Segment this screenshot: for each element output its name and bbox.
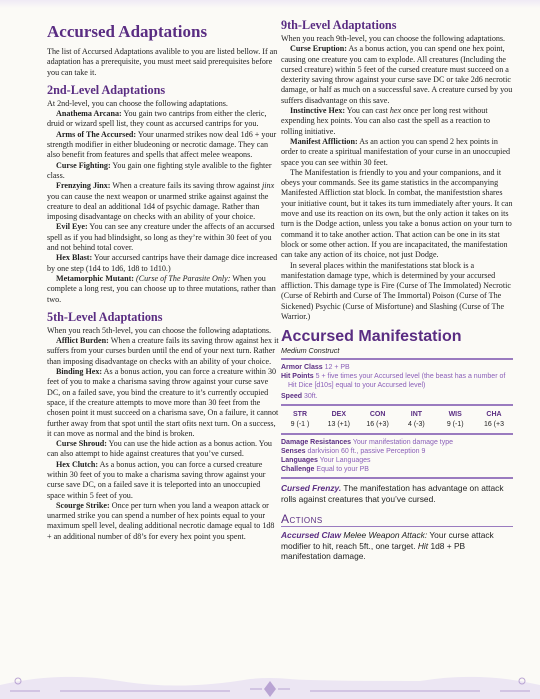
right-column bbox=[281, 18, 513, 562]
statblock-divider bbox=[281, 404, 513, 406]
senses: Senses darkvision 60 ft., passive Perception 9 bbox=[281, 448, 426, 456]
challenge: Challenge Equal to your PB bbox=[281, 466, 369, 474]
adaptation-afflict-burden: Afflict Burden: When a creature fails its saving throw against hex it suffers from your curses burden until the end of your next turn. Rather than imposing disadvantage on checks with an ability of your choice. bbox=[47, 336, 279, 366]
adaptation-anathema-arcana: Anathema Arcana: You gain two cantrips from either the cleric, druid or wizard spell list, they count as accursed cantrips for you. bbox=[47, 109, 267, 129]
adaptation-curse-eruption: Curse Eruption: As a bonus action, you can spend one hex point, causing one creature you cam to explode. All creatures (Including the cursed creature) within 5 feet of the cursed creature must succeed on a dexterity saving throw against your curse save DC or take 2d6 necrotic damage, or half as much on a successful save. A creature cursed by you suffers disadvantage on this save. bbox=[281, 44, 513, 105]
statblock-type: Medium Construct bbox=[281, 346, 340, 356]
page-title: Accursed Adaptations bbox=[47, 22, 208, 41]
ability-int: INT 4 (-3) bbox=[408, 411, 425, 429]
adaptation-scourge-strike: Scourge Strike: Once per turn when you land a weapon attack or unarmed strike you can spend a number of hex points equal to your maximum spell level, dealing additional necrotic damage equal to 1d8 + an additional number of d8’s for every hex point you spent. bbox=[47, 500, 275, 541]
damage-resistances: Damage Resistances Your manifestation damage type bbox=[281, 439, 454, 447]
heading-9th-level: 9th-Level Adaptations bbox=[281, 18, 397, 32]
armor-class: Armor Class 12 + PB bbox=[281, 364, 350, 372]
ability-dex: DEX 13 (+1) bbox=[327, 411, 350, 429]
ability-wis: WIS 9 (-1) bbox=[446, 411, 464, 429]
manifestation-paragraph: The Manifestation is friendly to you and your companions, and it obeys your commands. See its game statistics in the accompanying Manifested Affliction stat block. In combat, the manifeststion shares your initiative count, but it takes its turn immediately after yours. It can move and use its reaction on its own, but the only action it takes on its turn is the Dodge action, unless you take a bonus action on your turn to command it to take another action. That action can be one in its stat block or some other action. If you are incapacitated, the manifestation can take any action of its choice, not just Dodge. bbox=[281, 167, 513, 260]
ability-con: CON 16 (+3) bbox=[366, 411, 389, 429]
page-top-border bbox=[0, 0, 540, 8]
statblock-divider bbox=[281, 477, 513, 479]
trait-cursed-frenzy: Cursed Frenzy. The manifestation has advantage on attack rolls against creatures that you’ve cursed. bbox=[281, 483, 504, 504]
statblock-divider bbox=[281, 433, 513, 435]
adaptation-arms-of-the-accursed: Arms of The Accursed: Your unarmed strikes now deal 1d6 + your strength modifier in either bludeoning or necrotic damage. They can also benefit from features and spells that affect melee weapons. bbox=[47, 129, 277, 160]
sec5-intro: When you reach 5th-level, you can choose the following adaptations. bbox=[47, 325, 272, 335]
intro-text: The list of Accursed Adaptations avalible to you are listed bellow. If an adaptation has a prerequisite, you must meet said prerequisites before you can take it. bbox=[47, 47, 278, 77]
statblock-name: Accursed Manifestation bbox=[281, 328, 462, 346]
sec9-intro: When you reach 9th-level, you can choose the following adaptations. bbox=[281, 34, 506, 43]
sec2-intro: At 2nd-level, you can choose the following adaptations. bbox=[47, 98, 228, 108]
adaptation-evil-eye: Evil Eye: You can see any creature under the affects of an accursed spell as if you had blindsight, so long as they’re within 30 feet of you and not behind total cover. bbox=[47, 222, 275, 253]
actions-heading: Actions bbox=[281, 512, 513, 527]
damage-type-paragraph: In several places within the manifestations stat block is a manifestation damage type, which is determined by your accursed affliction. This damage type is Fire (Curse of The Immolated) Necrotic (Curse of Rebirth and Curse of The Immortal) Poison (Curse of The Sickened) Psychic (Curse of Misfortune) and Slashing (Curse of The Warrior.) bbox=[281, 260, 511, 322]
adaptation-hex-clutch: Hex Clutch: As a bonus action, you can force a cursed creature within 30 feet of you to make a charisma saving throw against your curse save DC, on a failed save it is teleported into an unoccupied space within 5 feet of you. bbox=[47, 459, 266, 500]
action-accursed-claw: Accursed Claw Melee Weapon Attack: Your curse attack modifier to hit, reach 5ft., one target. Hit 1d8 + PB manifestation damage. bbox=[281, 530, 494, 562]
adaptation-frenzying-jinx: Frenzying Jinx: When a creature fails its saving throw against jinx you can cause the next weapon or unarmed strike against against the creature to deal an additional 1d4 of psychic damage. Rather than imposing disadvantage on checks with an ability of your choice. bbox=[47, 181, 275, 222]
languages: Languages Your Languages bbox=[281, 457, 371, 465]
ability-cha: CHA 16 (+3 bbox=[483, 411, 504, 429]
speed: Speed 30ft. bbox=[281, 393, 318, 401]
ability-str: STR 9 (-1 ) bbox=[290, 411, 310, 429]
hit-points: Hit Points 5 + five times your Accursed level (the beast has a number of Hit Dice [d10s] equal to your Accursed level) bbox=[281, 373, 506, 390]
left-column bbox=[47, 22, 279, 542]
adaptation-curse-shroud: Curse Shroud: You can use the hide action as a bonus action. You can also attempt to hide against creatures that you’ve cursed. bbox=[47, 439, 272, 459]
adaptation-binding-hex: Binding Hex: As a bonus action, you can force a creature within 30 feet of you to make a charisma saving throw against your curse save DC, on a failed save, you bind the creature to it’s currently occupied space, if the creature attempts to move more than 30 feet from the chosen point it must succeed on a charisma save, On a failure, it cannot further away from that spot until the start ofits next turn. On a success, it can move as normal and the bind is broken. bbox=[47, 367, 279, 438]
heading-2nd-level: 2nd-Level Adaptations bbox=[47, 82, 166, 97]
page-bottom-ornament bbox=[0, 651, 540, 699]
adaptation-manifest-affliction: Manifest Affliction: As an action you can spend 2 hex points in order to create a spiritual manifestation of your curse in an unoccupied space you can see within 30 feet. bbox=[281, 136, 511, 167]
adaptation-hex-blast: Hex Blast: Your accursed cantrips have their damage dice increased by one step (1d4 to 1d6, 1d8 to 1d10.) bbox=[47, 253, 278, 273]
adaptation-curse-fighting: Curse Fighting: You gain one fighting style avalible to the fighter class. bbox=[47, 160, 272, 180]
adaptation-instinctive-hex: Instinctive Hex: You can cast hex once per long rest without expending hex points. You can also cast the spell as a reaction to rolling initiative. bbox=[281, 106, 491, 136]
adaptation-metamorphic-mutant: Metamorphic Mutant: (Curse of The Parasite Only: When you complete a long rest, you can choose up to three mutations, rather than two. bbox=[47, 273, 276, 304]
statblock-divider bbox=[281, 358, 513, 360]
ability-scores bbox=[281, 410, 513, 430]
heading-5th-level: 5th-Level Adaptations bbox=[47, 309, 163, 324]
stat-block bbox=[281, 328, 513, 562]
